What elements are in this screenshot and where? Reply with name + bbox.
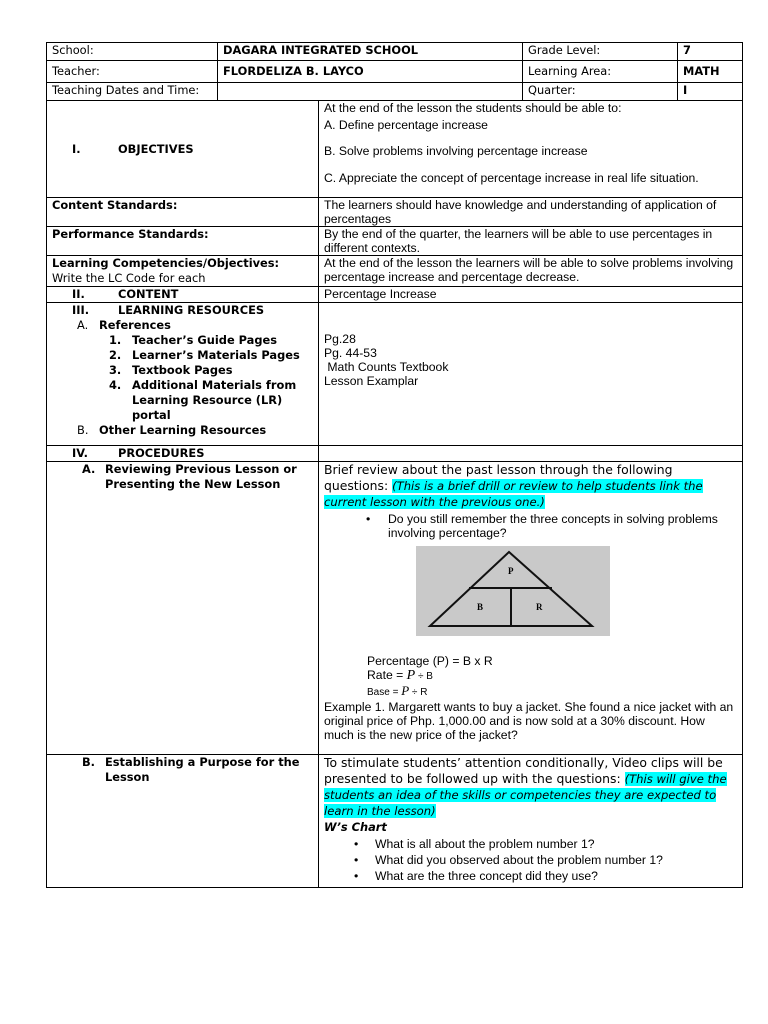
resource-item: 4. Additional Materials from Learning Resource (LR) portal bbox=[109, 378, 297, 422]
review-label: A. Reviewing Previous Lesson or Presenting the New Lesson bbox=[47, 462, 319, 755]
teacher-value: FLORDELIZA B. LAYCO bbox=[218, 61, 523, 83]
grade-label: Grade Level: bbox=[523, 43, 678, 61]
purpose-question: • What is all about the problem number 1? bbox=[324, 836, 737, 852]
percentage-triangle-image bbox=[416, 546, 610, 636]
triangle-label-b: B bbox=[477, 602, 484, 612]
review-question: • Do you still remember the three concepts in solving problems involving percentage? bbox=[324, 512, 737, 540]
content-standards-row bbox=[47, 198, 743, 227]
school-value: DAGARA INTEGRATED SCHOOL bbox=[218, 43, 523, 61]
purpose-row bbox=[47, 755, 743, 888]
resource-item: 3. Textbook Pages bbox=[109, 363, 233, 377]
dates-value bbox=[218, 83, 523, 101]
review-content: Brief review about the past lesson through the following questions: (This is a brief drill or review to help students link the current lesson with the previous one.) • Do you still remember the three concepts in solving problems involving percentage? P B R Percentage (P) = B x R Rate = P ÷ B Base = P ÷ R Example 1. Margarett wants to buy a jacket. She found a nice jacket with an original price of Php. 1,000.00 and is now sold at a 30% discount. How much is the new price of the jacket? bbox=[319, 462, 743, 755]
resources-row bbox=[47, 303, 743, 446]
content-standards-label: Content Standards: bbox=[47, 198, 319, 227]
references-heading: A. References bbox=[77, 318, 171, 332]
dates-label: Teaching Dates and Time: bbox=[47, 83, 218, 101]
school-label: School: bbox=[47, 43, 218, 61]
example-problem: Example 1. Margarett wants to buy a jacket. She found a nice jacket with an original price of Php. 1,000.00 and is now sold at a 30% discount. How much is the new price of the jacket? bbox=[324, 700, 734, 742]
teacher-label: Teacher: bbox=[47, 61, 218, 83]
triangle-label-r: R bbox=[536, 602, 543, 612]
performance-standards-text: By the end of the quarter, the learners will be able to use percentages in different contexts. bbox=[319, 227, 743, 256]
performance-standards-label: Performance Standards: bbox=[47, 227, 319, 256]
procedures-label: IV. PROCEDURES bbox=[47, 446, 319, 462]
procedures-row bbox=[47, 446, 743, 462]
triangle-label-p: P bbox=[508, 566, 514, 576]
purpose-content: To stimulate students’ attention conditionally, Video clips will be presented to be followed up with the questions: (This will give the students an idea of the skills or competencies they are expected to learn in the lesson) W’s Chart • What is all about the problem number 1? • What did you observed about the problem number 1? • What are the three concept did they use? bbox=[319, 755, 743, 888]
formula-rate: Rate = P ÷ B bbox=[367, 668, 433, 683]
content-standards-text: The learners should have knowledge and understanding of application of percentages bbox=[319, 198, 743, 227]
performance-standards-row bbox=[47, 227, 743, 256]
lesson-plan-table bbox=[46, 42, 743, 888]
school-row bbox=[47, 43, 743, 61]
formula-percentage: Percentage (P) = B x R bbox=[367, 654, 493, 668]
purpose-question: • What did you observed about the problem number 1? bbox=[324, 852, 737, 868]
resource-item: 1. Teacher’s Guide Pages bbox=[109, 333, 278, 347]
grade-value: 7 bbox=[678, 43, 743, 61]
review-row bbox=[47, 462, 743, 755]
triangle-diagram bbox=[416, 546, 610, 636]
purpose-question: • What are the three concept did they use? bbox=[324, 868, 737, 884]
quarter-label: Quarter: bbox=[523, 83, 678, 101]
resources-values: Pg.28 Pg. 44-53 Math Counts Textbook Lesson Examplar bbox=[319, 303, 743, 446]
objectives-text: At the end of the lesson the students should be able to: A. Define percentage increase B. Solve problems involving percentage increase C. Appreciate the concept of percentage increase in real life situation. bbox=[319, 101, 743, 198]
competencies-text: At the end of the lesson the learners will be able to solve problems involving percentage increase and percentage decrease. bbox=[319, 256, 743, 287]
purpose-label: B. Establishing a Purpose for the Lesson bbox=[47, 755, 319, 888]
dates-row bbox=[47, 83, 743, 101]
resources-label: III. LEARNING RESOURCES A. References 1. Teacher’s Guide Pages 2. Learner’s Materials Pages 3. Textbook Pages 4. Additional Materials from Learning Resource (LR) portal B. Other Learning Resources bbox=[47, 303, 319, 446]
content-row bbox=[47, 287, 743, 303]
resource-item: 2. Learner’s Materials Pages bbox=[109, 348, 300, 362]
content-label: II. CONTENT bbox=[47, 287, 319, 303]
area-label: Learning Area: bbox=[523, 61, 678, 83]
content-text: Percentage Increase bbox=[319, 287, 743, 303]
competencies-row bbox=[47, 256, 743, 287]
area-value: MATH bbox=[678, 61, 743, 83]
objectives-row bbox=[47, 101, 743, 198]
teacher-row bbox=[47, 61, 743, 83]
objectives-label: I. OBJECTIVES bbox=[47, 101, 319, 198]
competencies-label: Learning Competencies/Objectives: Write the LC Code for each bbox=[47, 256, 319, 287]
quarter-value: I bbox=[678, 83, 743, 101]
ws-chart-label: W’s Chart bbox=[324, 820, 387, 834]
lesson-plan bbox=[46, 42, 742, 888]
other-resources-heading: B. Other Learning Resources bbox=[77, 423, 267, 437]
formula-base: Base = P ÷ R bbox=[367, 683, 428, 698]
